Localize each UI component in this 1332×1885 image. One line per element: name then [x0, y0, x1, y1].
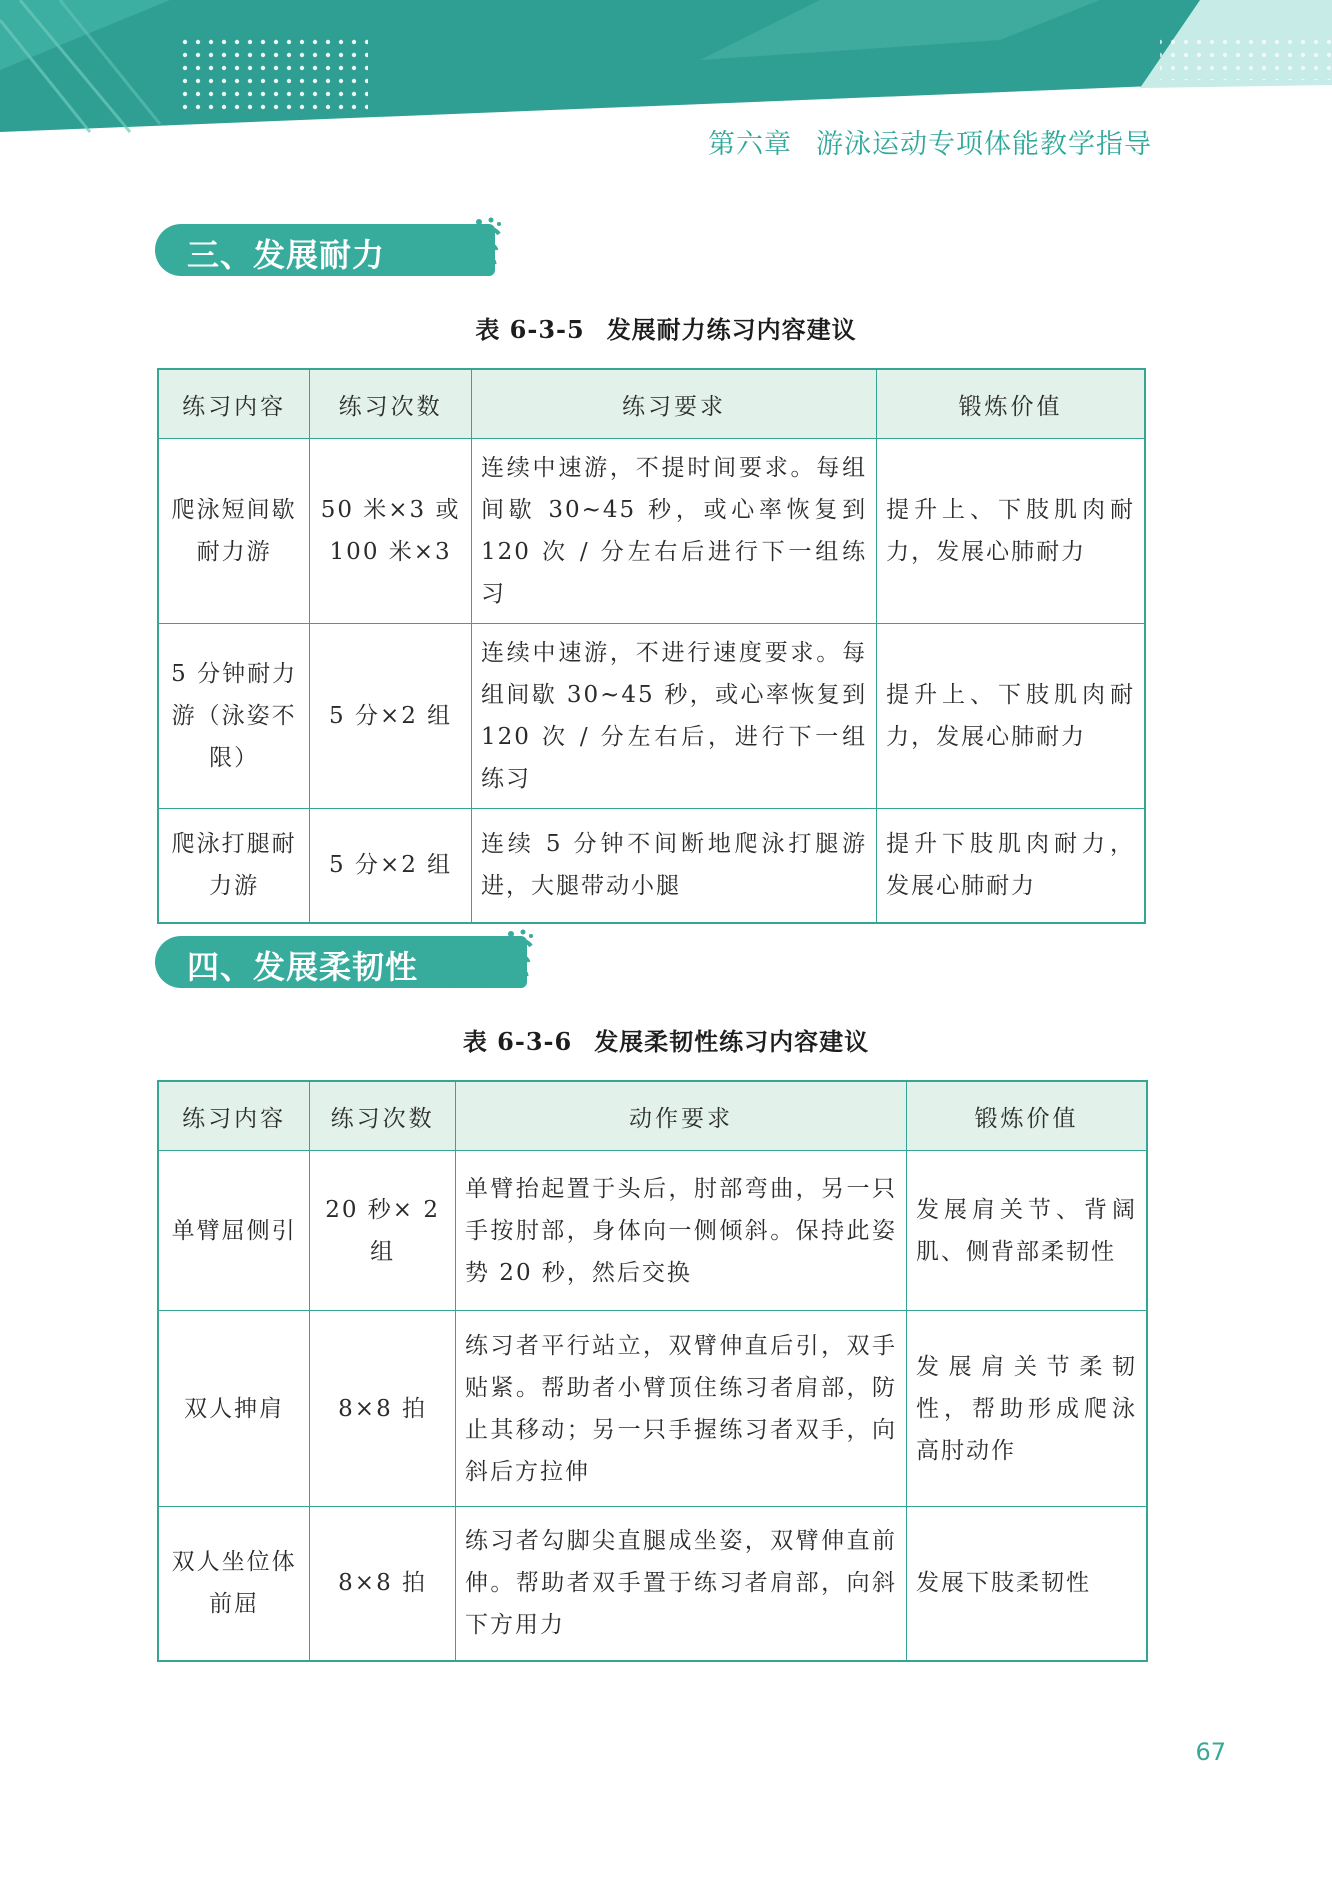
cell-content: 爬泳短间歇耐力游	[158, 439, 310, 624]
section-title: 三、发展耐力	[187, 236, 386, 274]
column-header: 动作要求	[456, 1081, 907, 1151]
wave-icon	[445, 928, 535, 992]
table-row	[158, 809, 1145, 923]
cell-requirement: 连续 5 分钟不间断地爬泳打腿游进，大腿带动小腿	[471, 809, 876, 923]
column-header: 练习次数	[310, 1081, 456, 1151]
cell-value: 发展肩关节、背阔肌、侧背部柔韧性	[906, 1151, 1147, 1311]
cell-reps: 8×8 拍	[310, 1507, 456, 1661]
cell-content: 爬泳打腿耐力游	[158, 809, 310, 923]
table-title: 发展耐力练习内容建议	[606, 315, 857, 344]
table-header-row	[158, 369, 1145, 439]
cell-requirement: 单臂抬起置于头后，肘部弯曲，另一只手按肘部，身体向一侧倾斜。保持此姿势 20 秒，然后交换	[456, 1151, 907, 1311]
table-number: 表 6-3-6	[462, 1027, 573, 1056]
chapter-title: 游泳运动专项体能教学指导	[816, 129, 1152, 160]
cell-value: 发展肩关节柔韧性，帮助形成爬泳高肘动作	[906, 1311, 1147, 1507]
cell-requirement: 连续中速游，不提时间要求。每组间歇 30~45 秒，或心率恢复到 120 次 / 分左右后进行下一组练习	[471, 439, 876, 624]
cell-content: 双人抻肩	[158, 1311, 310, 1507]
column-header: 练习内容	[158, 1081, 310, 1151]
header-banner	[0, 0, 1332, 140]
cell-reps: 5 分×2 组	[310, 624, 472, 809]
table-caption	[0, 310, 1332, 345]
cell-content: 单臂屈侧引	[158, 1151, 310, 1311]
chapter-header	[708, 122, 1152, 161]
column-header: 练习内容	[158, 369, 310, 439]
page-number: 67	[1195, 1738, 1226, 1766]
cell-requirement: 练习者勾脚尖直腿成坐姿，双臂伸直前伸。帮助者双手置于练习者肩部，向斜下方用力	[456, 1507, 907, 1661]
table-header-row	[158, 1081, 1147, 1151]
cell-value: 提升下肢肌肉耐力，发展心肺耐力	[877, 809, 1145, 923]
table-caption	[0, 1022, 1332, 1057]
flexibility-table	[157, 1080, 1148, 1662]
cell-value: 发展下肢柔韧性	[906, 1507, 1147, 1661]
cell-requirement: 连续中速游，不进行速度要求。每组间歇 30~45 秒，或心率恢复到 120 次 / 分左右后，进行下一组练习	[471, 624, 876, 809]
cell-reps: 50 米×3 或 100 米×3	[310, 439, 472, 624]
table-row	[158, 439, 1145, 624]
chapter-number: 第六章	[708, 129, 792, 160]
column-header: 锻炼价值	[877, 369, 1145, 439]
cell-reps: 20 秒× 2 组	[310, 1151, 456, 1311]
wave-icon	[413, 216, 503, 280]
cell-content: 5 分钟耐力游（泳姿不限）	[158, 624, 310, 809]
table-row	[158, 1151, 1147, 1311]
table-row	[158, 1311, 1147, 1507]
endurance-table	[157, 368, 1146, 924]
column-header: 练习次数	[310, 369, 472, 439]
cell-content: 双人坐位体前屈	[158, 1507, 310, 1661]
table-row	[158, 624, 1145, 809]
cell-reps: 5 分×2 组	[310, 809, 472, 923]
cell-reps: 8×8 拍	[310, 1311, 456, 1507]
table-title: 发展柔韧性练习内容建议	[594, 1027, 870, 1056]
cell-value: 提升上、下肢肌肉耐力，发展心肺耐力	[877, 624, 1145, 809]
cell-requirement: 练习者平行站立，双臂伸直后引，双手贴紧。帮助者小臂顶住练习者肩部，防止其移动；另一只手握练习者双手，向斜后方拉伸	[456, 1311, 907, 1507]
column-header: 练习要求	[471, 369, 876, 439]
table-number: 表 6-3-5	[475, 315, 585, 344]
column-header: 锻炼价值	[906, 1081, 1147, 1151]
table-row	[158, 1507, 1147, 1661]
section-title: 四、发展柔韧性	[187, 948, 419, 986]
cell-value: 提升上、下肢肌肉耐力，发展心肺耐力	[877, 439, 1145, 624]
